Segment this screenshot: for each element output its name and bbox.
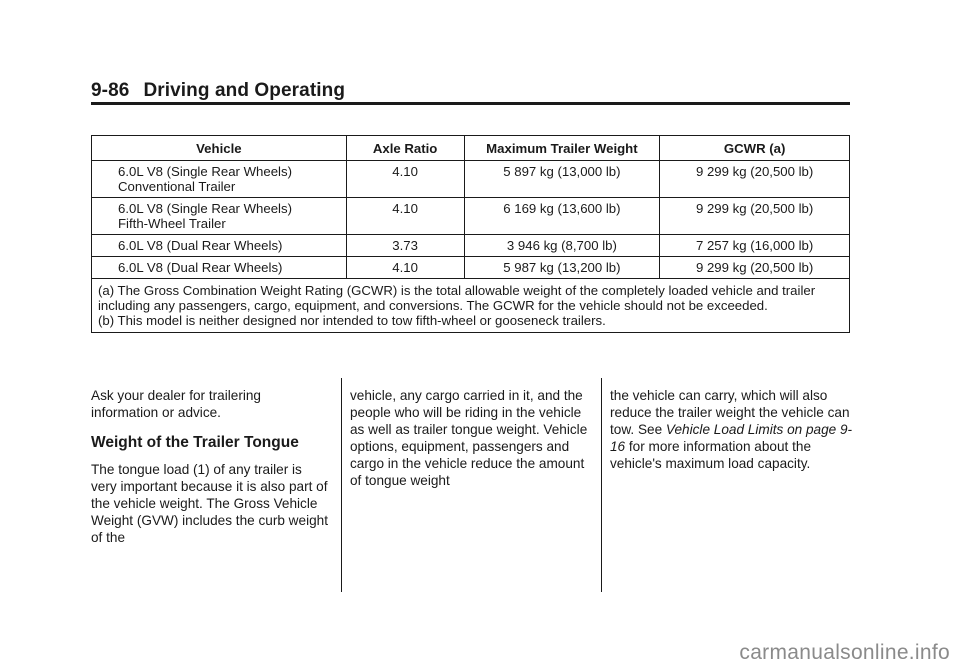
table-row — [92, 198, 850, 235]
column-divider — [601, 378, 602, 592]
continued-paragraph: vehicle, any cargo carried in it, and the people who will be riding in the vehicle as well as trailer tongue weight. Vehicle options, equipment, passengers and cargo in the vehicle reduce the amount of tongue weight — [350, 388, 588, 488]
header-rule — [91, 102, 850, 105]
col-header-max-trailer-weight: Maximum Trailer Weight — [464, 136, 660, 161]
text-column-3 — [610, 387, 855, 472]
text-run: for more information about the vehicle's maximum load capacity. — [610, 439, 812, 471]
table-row — [92, 235, 850, 257]
note-b: (b) This model is neither designed nor intended to tow fifth-wheel or gooseneck trailers. — [98, 313, 606, 328]
cross-reference-link[interactable]: Vehicle Load Limits on page 9-16 — [610, 422, 853, 454]
vehicle-line: Fifth-Wheel Trailer — [118, 216, 226, 231]
gcwr-cell: 9 299 kg (20,500 lb) — [660, 257, 850, 279]
table-notes — [92, 279, 850, 333]
col-header-vehicle: Vehicle — [92, 136, 347, 161]
table-row — [92, 161, 850, 198]
axle-ratio-cell: 4.10 — [346, 198, 464, 235]
vehicle-cell: 6.0L V8 (Dual Rear Wheels) — [92, 257, 347, 279]
page-header — [91, 80, 345, 102]
watermark: carmanualsonline.info — [739, 641, 950, 664]
intro-paragraph: Ask your dealer for trailering information or advice. — [91, 388, 261, 420]
column-divider — [341, 378, 342, 592]
trailer-weight-table — [91, 135, 850, 333]
table-header-row — [92, 136, 850, 161]
text-run: the vehicle can carry, which will also reduce the trailer weight the vehicle can tow. See — [610, 388, 850, 437]
tongue-load-paragraph: The tongue load (1) of any trailer is very important because it is also part of the vehicle weight. The Gross Vehicle Weight (GVW) includes the curb weight of the — [91, 462, 328, 545]
text-column-1 — [91, 387, 331, 546]
section-title: Driving and Operating — [143, 80, 346, 101]
vehicle-cell — [92, 161, 347, 198]
gcwr-cell: 9 299 kg (20,500 lb) — [660, 198, 850, 235]
axle-ratio-cell: 4.10 — [346, 161, 464, 198]
table-row — [92, 257, 850, 279]
gcwr-cell: 7 257 kg (16,000 lb) — [660, 235, 850, 257]
vehicle-line: Conventional Trailer — [118, 179, 236, 194]
vehicle-line: 6.0L V8 (Single Rear Wheels) — [118, 201, 292, 216]
axle-ratio-cell: 4.10 — [346, 257, 464, 279]
vehicle-cell: 6.0L V8 (Dual Rear Wheels) — [92, 235, 347, 257]
vehicle-cell — [92, 198, 347, 235]
max-trailer-weight-cell: 6 169 kg (13,600 lb) — [464, 198, 660, 235]
section-heading: Weight of the Trailer Tongue — [91, 434, 299, 451]
max-trailer-weight-cell: 5 897 kg (13,000 lb) — [464, 161, 660, 198]
text-column-2 — [350, 387, 590, 489]
gcwr-cell: 9 299 kg (20,500 lb) — [660, 161, 850, 198]
axle-ratio-cell: 3.73 — [346, 235, 464, 257]
page-number: 9-86 — [91, 80, 130, 101]
max-trailer-weight-cell: 3 946 kg (8,700 lb) — [464, 235, 660, 257]
continued-paragraph-end — [610, 387, 855, 472]
note-a: (a) The Gross Combination Weight Rating (GCWR) is the total allowable weight of the completely loaded vehicle and trailer including any passengers, cargo, equipment, and conversions. The GCWR for the vehicle should not be exceeded. — [98, 283, 816, 313]
table-notes-row — [92, 279, 850, 333]
col-header-axle-ratio: Axle Ratio — [346, 136, 464, 161]
vehicle-line: 6.0L V8 (Single Rear Wheels) — [118, 164, 292, 179]
max-trailer-weight-cell: 5 987 kg (13,200 lb) — [464, 257, 660, 279]
col-header-gcwr: GCWR (a) — [660, 136, 850, 161]
